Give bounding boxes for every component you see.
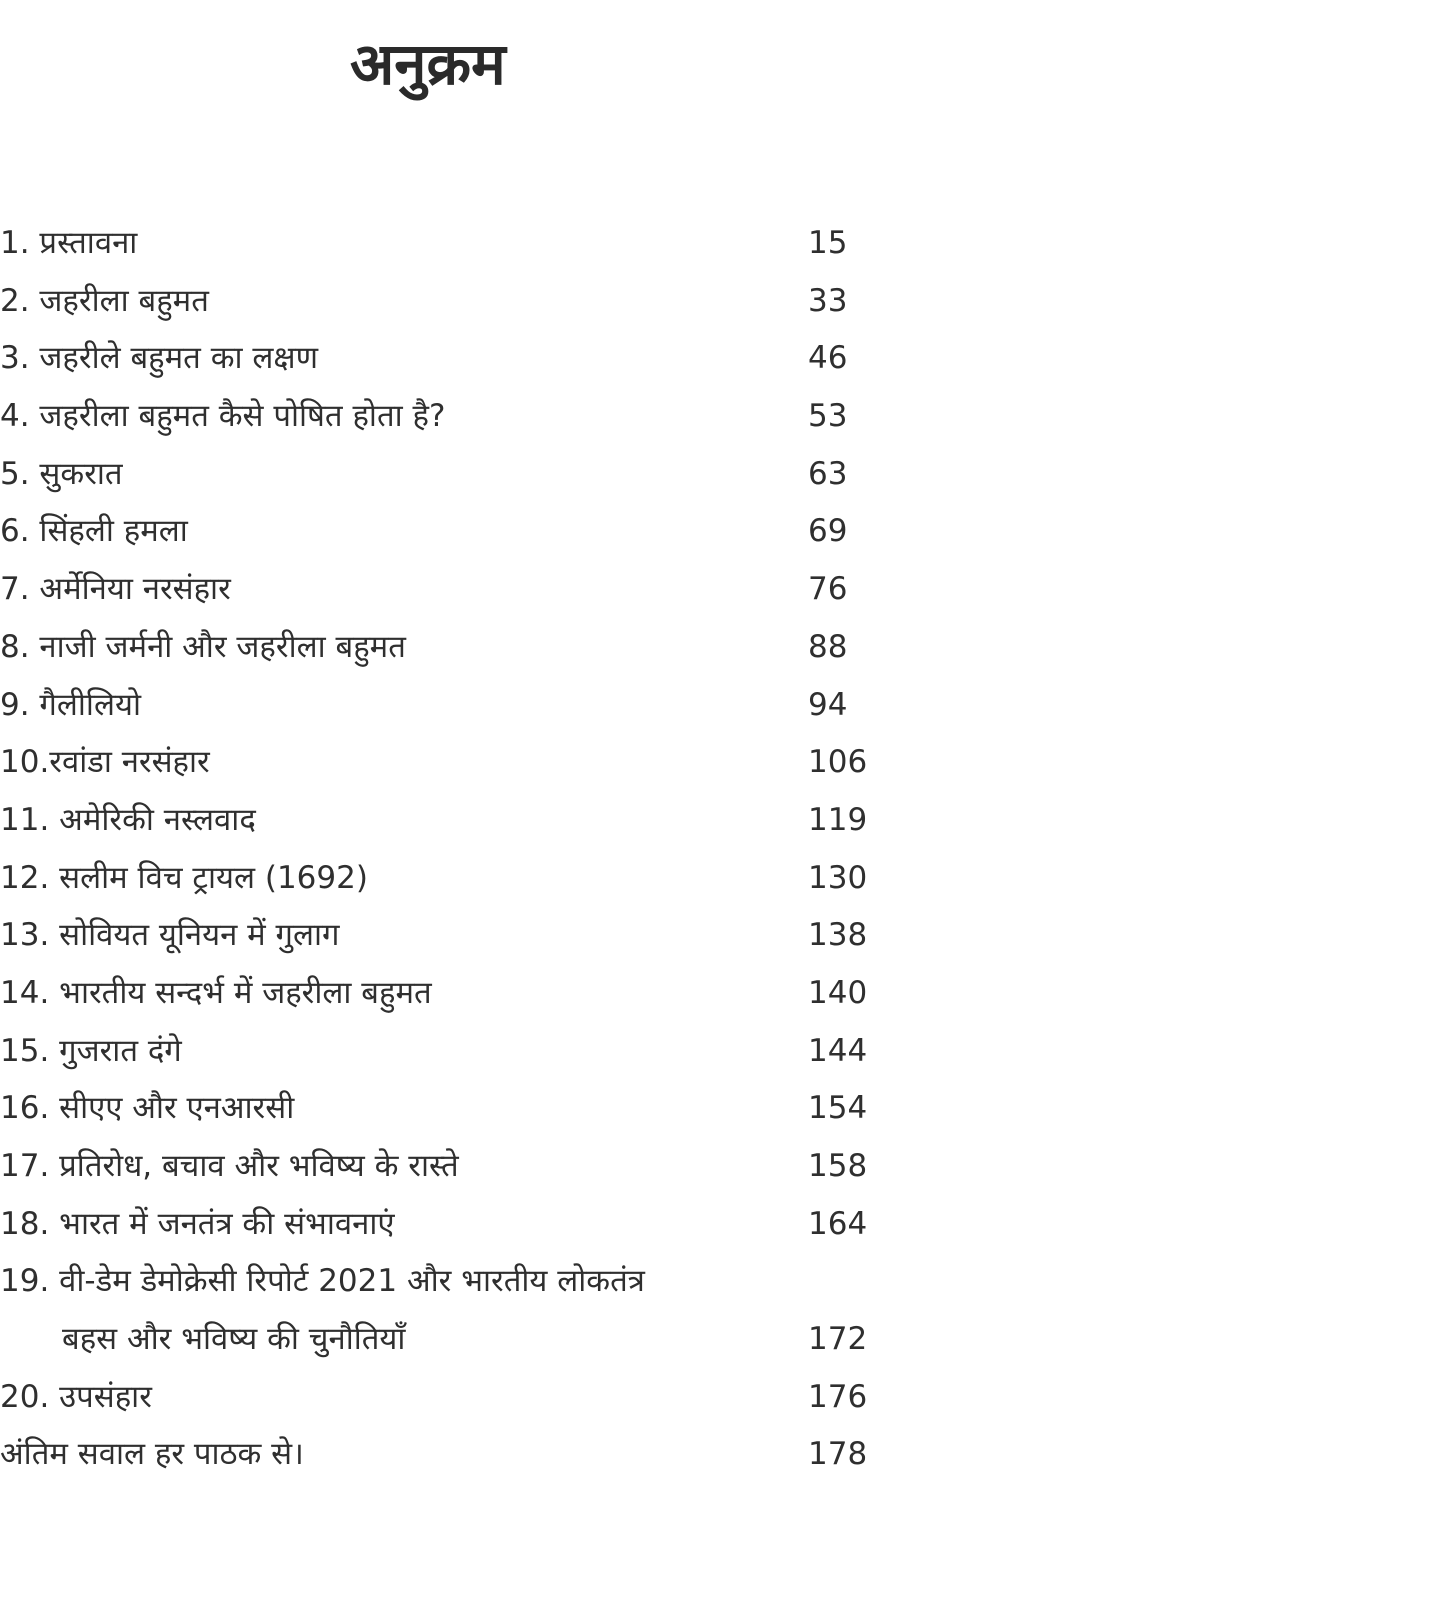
toc-entry	[0, 619, 1000, 677]
toc-entry-page: 178	[808, 1436, 868, 1473]
toc-entry-title: 15. गुजरात दंगे	[0, 1032, 182, 1069]
toc-entry-title: 12. सलीम विच ट्रायल (1692)	[0, 859, 368, 896]
toc-entry-page: 138	[808, 917, 868, 954]
toc-entry-title: 2. जहरीला बहुमत	[0, 282, 209, 319]
toc-entry	[0, 330, 1000, 388]
toc-entry-page: 158	[808, 1148, 868, 1184]
toc-entry-title: 9. गैलीलियो	[0, 686, 141, 723]
toc-entry-title: 14. भारतीय सन्दर्भ में जहरीला बहुमत	[0, 974, 432, 1011]
toc-entry-page: 106	[808, 744, 868, 781]
toc-entry-page: 63	[808, 455, 848, 492]
toc-entry	[0, 965, 1000, 1023]
toc-entry-title: 16. सीएए और एनआरसी	[0, 1090, 295, 1127]
toc-entry-page: 164	[808, 1205, 868, 1242]
toc-entry	[0, 273, 1000, 331]
toc-entry-title: 6. सिंहली हमला	[0, 513, 188, 550]
toc-entry-title: 7. अर्मेनिया नरसंहार	[0, 571, 231, 608]
table-of-contents	[0, 215, 1000, 1484]
toc-entry-title: 18. भारत में जनतंत्र की संभावनाएं	[0, 1205, 395, 1242]
toc-entry	[0, 446, 1000, 504]
toc-entry	[0, 1253, 1000, 1311]
toc-entry-title: 10.रवांडा नरसंहार	[0, 744, 210, 781]
toc-entry-title: 1. प्रस्तावना	[0, 225, 138, 261]
toc-entry-title: 19. वी-डेम डेमोक्रेसी रिपोर्ट 2021 और भारतीय लोकतंत्र	[0, 1263, 645, 1300]
toc-entry	[0, 1369, 1000, 1427]
toc-entry-title: अंतिम सवाल हर पाठक से।	[0, 1436, 304, 1473]
toc-entry-page: 119	[808, 801, 868, 838]
toc-entry	[0, 1080, 1000, 1138]
toc-entry-title: 3. जहरीले बहुमत का लक्षण	[0, 340, 319, 377]
toc-entry-page: 15	[808, 225, 848, 261]
toc-entry-page: 176	[808, 1378, 868, 1415]
toc-entry-title: 8. नाजी जर्मनी और जहरीला बहुमत	[0, 628, 406, 665]
toc-entry-title: 20. उपसंहार	[0, 1378, 152, 1415]
toc-entry-page: 154	[808, 1090, 868, 1127]
toc-entry	[0, 850, 1000, 908]
toc-entry-title: 17. प्रतिरोध, बचाव और भविष्य के रास्ते	[0, 1148, 459, 1184]
toc-entry-page: 172	[808, 1321, 868, 1358]
toc-entry-page: 94	[808, 686, 848, 723]
toc-entry-title: 11. अमेरिकी नस्लवाद	[0, 801, 256, 838]
toc-entry-page: 76	[808, 571, 848, 608]
toc-entry	[0, 1138, 1000, 1196]
toc-entry	[0, 561, 1000, 619]
toc-entry-page: 144	[808, 1032, 868, 1069]
toc-entry-page: 69	[808, 513, 848, 550]
toc-entry-page: 46	[808, 340, 848, 377]
toc-entry	[0, 792, 1000, 850]
toc-entry-page: 130	[808, 859, 868, 896]
toc-entry-page: 88	[808, 628, 848, 665]
toc-entry-title: 13. सोवियत यूनियन में गुलाग	[0, 917, 340, 954]
toc-entry-title: 5. सुकरात	[0, 455, 123, 492]
toc-entry	[0, 734, 1000, 792]
toc-entry-continuation	[0, 1311, 1000, 1369]
toc-entry	[0, 503, 1000, 561]
toc-entry	[0, 1426, 1000, 1484]
page-title: अनुक्रम	[350, 30, 506, 98]
toc-entry	[0, 677, 1000, 735]
toc-entry	[0, 215, 1000, 273]
toc-entry-title: 4. जहरीला बहुमत कैसे पोषित होता है?	[0, 398, 446, 435]
toc-entry-page: 53	[808, 398, 848, 435]
toc-entry-title: बहस और भविष्य की चुनौतियाँ	[62, 1321, 406, 1358]
toc-entry-page: 33	[808, 282, 848, 319]
toc-entry-page: 140	[808, 974, 868, 1011]
toc-entry	[0, 388, 1000, 446]
toc-entry	[0, 1196, 1000, 1254]
toc-entry	[0, 1023, 1000, 1081]
toc-entry	[0, 907, 1000, 965]
